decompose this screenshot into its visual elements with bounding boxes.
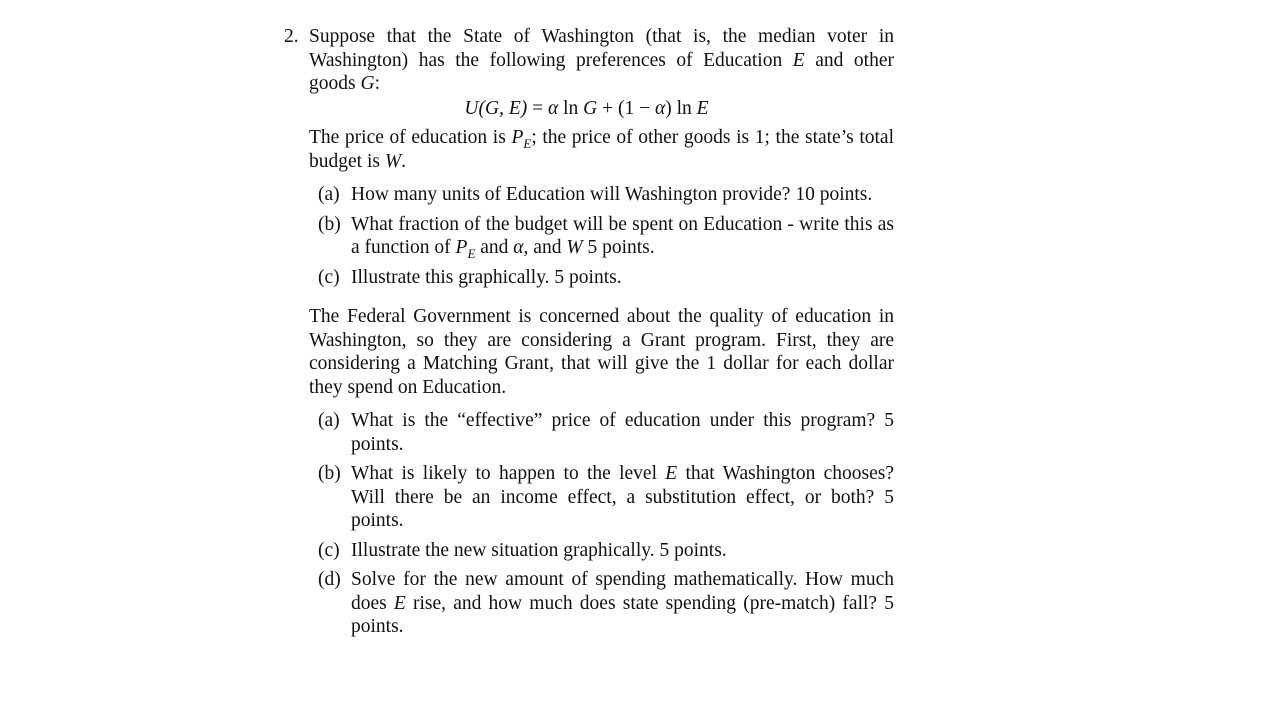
- part-label: (a): [318, 410, 340, 431]
- list-item: [309, 183, 894, 207]
- part-text: rise, and how much does state spending (pre-match) fall? 5 points.: [351, 592, 894, 637]
- eq-alpha-2: α: [655, 97, 666, 119]
- part-text: that Washington chooses? Will there be an income effect, a substitution effect, or both? 5 points.: [351, 463, 895, 531]
- eq-plus: + (1 −: [597, 97, 655, 119]
- federal-paragraph: The Federal Government is concerned about the quality of education in Washington, so they are considering a Grant program. First, they are considering a Matching Grant, that will give the 1 dollar for each dollar they spend on Education.: [309, 306, 894, 398]
- intro-text-3: :: [374, 73, 380, 94]
- part-label: (a): [318, 184, 340, 205]
- part-text: and: [475, 237, 514, 258]
- price-paragraph: [309, 126, 894, 173]
- eq-ln: ln: [558, 97, 584, 119]
- part-label: (c): [318, 539, 340, 561]
- part-text: Solve for the new amount of spending mathematically. How much does: [351, 569, 894, 614]
- problem-number: 2.: [284, 26, 299, 47]
- part-text: Illustrate this graphically. 5 points.: [351, 266, 622, 288]
- price-text-3: .: [401, 150, 406, 172]
- var-P-subscript: E: [523, 135, 532, 151]
- part-label: (b): [318, 463, 341, 484]
- var-P: P: [455, 237, 468, 258]
- problem-intro: [309, 25, 894, 96]
- var-G: G: [360, 73, 375, 94]
- part-text: What fraction of the budget will be spent on Education - write this as a function of: [351, 213, 894, 258]
- list-item: [309, 213, 894, 260]
- part-label: (c): [318, 266, 340, 288]
- eq-G: G: [583, 97, 598, 119]
- part1-list: [309, 183, 894, 289]
- price-text-2: ; the price of other goods is 1; the state’s total budget is: [309, 127, 894, 172]
- problem-2: [284, 25, 894, 639]
- list-item: [309, 539, 894, 563]
- part2-list: [309, 409, 894, 639]
- eq-lhs: U(G, E): [464, 97, 528, 119]
- part-text: Illustrate the new situation graphically. 5 points.: [351, 539, 727, 561]
- var-P-subscript: E: [467, 245, 476, 261]
- intro-text-2: and other goods: [309, 49, 894, 94]
- var-W: W: [566, 237, 583, 258]
- document-page: [284, 25, 894, 645]
- list-item: [309, 266, 894, 290]
- var-W: W: [384, 150, 402, 172]
- part-label: (b): [318, 213, 341, 235]
- list-item: [309, 462, 894, 533]
- part-text: 5 points.: [582, 237, 655, 258]
- eq-alpha: α: [547, 97, 559, 119]
- var-alpha: α: [513, 237, 524, 258]
- price-text-1: The price of education is: [309, 127, 512, 148]
- list-item: [309, 409, 894, 456]
- eq-close: ) ln: [665, 97, 697, 119]
- eq-equals: =: [527, 97, 548, 119]
- part-label: (d): [318, 569, 341, 590]
- part-text: What is likely to happen to the level: [351, 463, 666, 484]
- part-text: , and: [523, 237, 567, 258]
- var-E: E: [792, 49, 805, 71]
- var-E: E: [393, 592, 406, 614]
- var-P: P: [511, 127, 524, 148]
- eq-E: E: [696, 97, 709, 119]
- intro-text-1: Suppose that the State of Washington (that is, the median voter in Washington) has the following preferences of Education: [309, 26, 894, 71]
- part-text: How many units of Education will Washington provide? 10 points.: [351, 184, 873, 205]
- list-item: [309, 568, 894, 639]
- utility-equation: [309, 97, 894, 121]
- var-E: E: [665, 463, 678, 484]
- part-text: What is the “effective” price of education under this program? 5 points.: [351, 410, 894, 455]
